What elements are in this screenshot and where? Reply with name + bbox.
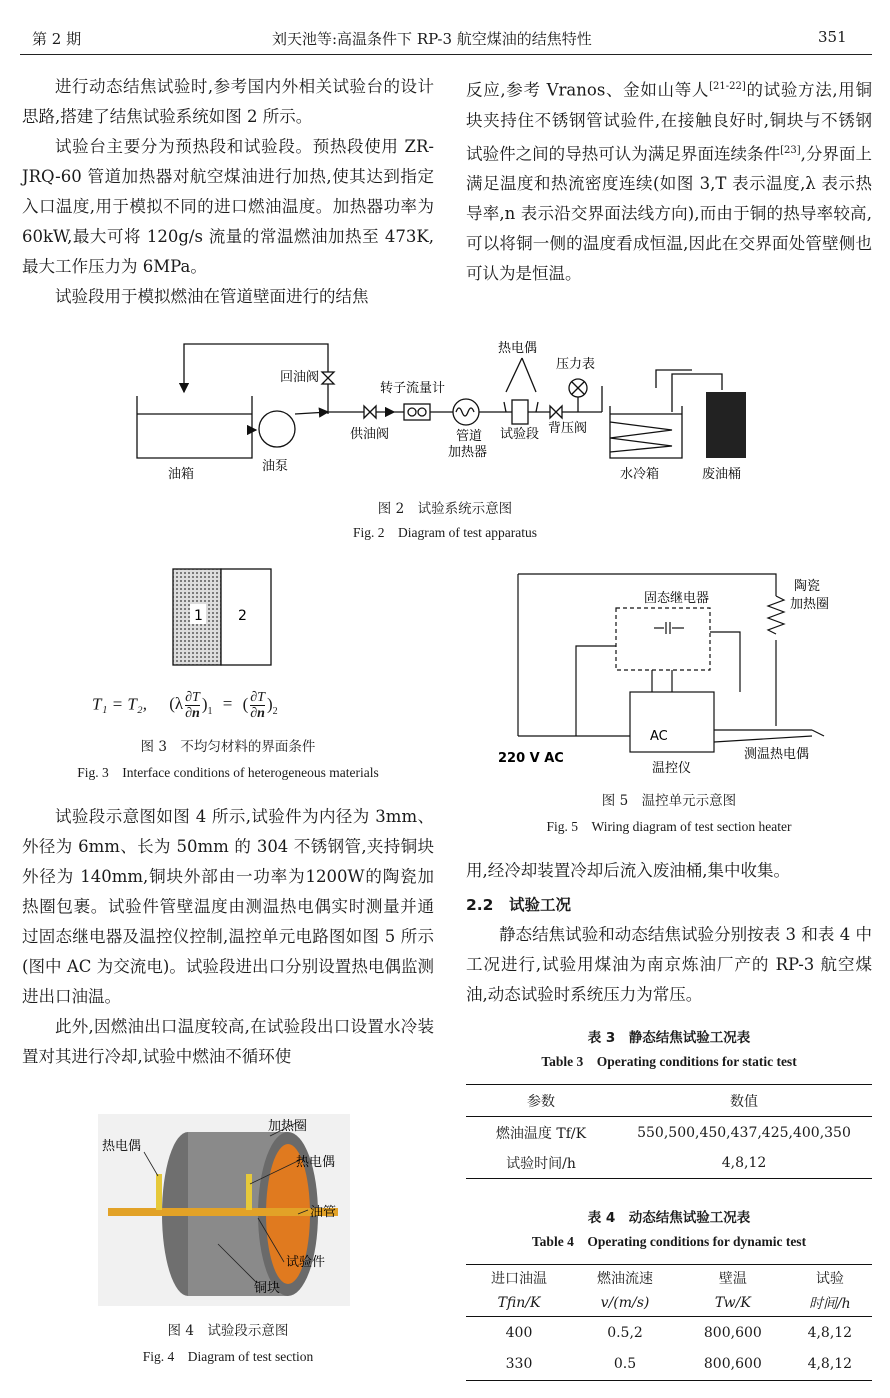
table4-cell: 400 [505, 1324, 533, 1341]
header-rule [20, 54, 872, 55]
fig5-controller-label: 温控仪 [652, 761, 692, 776]
issue-number: 第 2 期 [32, 30, 82, 48]
fig3-interface-diagram [172, 568, 272, 666]
fig5-probe-label: 测温热电偶 [744, 747, 810, 762]
table3-cell: 4,8,12 [721, 1155, 767, 1172]
fig2-caption-en: Fig. 2 Diagram of test apparatus [352, 525, 538, 540]
table3-cell: 燃油温度 Tf/K [495, 1125, 587, 1142]
label-pump: 油泵 [262, 459, 289, 474]
label-thermocouple: 热电偶 [498, 341, 538, 356]
paragraph: 此外,因燃油出口温度较高,在试验段出口设置水冷装置对其进行冷却,试验中燃油不循环使 [22, 1017, 434, 1066]
running-title: 刘天池等:高温条件下 RP-3 航空煤油的结焦特性 [272, 30, 592, 48]
fig5-ceramic-label-1: 陶瓷 [794, 579, 821, 594]
fig2-caption-cn: 图 2 试验系统示意图 [377, 501, 513, 517]
table4-header: v/(m/s) [600, 1295, 650, 1312]
fig2-apparatus-diagram [132, 334, 762, 486]
table3-header: 数值 [730, 1093, 758, 1110]
table4-title-en: Table 4 Operating conditions for dynamic test [531, 1234, 807, 1249]
label-pipe-heater: 管道 [456, 429, 483, 444]
fig5-wiring-diagram [494, 566, 850, 780]
table4-header: 试验 [815, 1270, 844, 1287]
label-test-section: 试验段 [500, 427, 540, 442]
citation[interactable]: [23] [780, 144, 801, 156]
fig4-label-oil-pipe: 油管 [310, 1205, 337, 1220]
paragraph: 试验台主要分为预热段和试验段。预热段使用 ZR-JRQ-60 管道加热器对航空煤油进行加热,使其达到指定入口温度,用于模拟不同的进口燃油温度。加热器功率为 60kW,最大可将 120g/s 流量的常温燃油加热至 473K,最大工作压力为 6MPa。 [22, 137, 434, 276]
label-pressure-gauge: 压力表 [556, 357, 596, 372]
right-column-top [466, 72, 872, 289]
fig3-equation: T₁ = T₂, (λ $\frac{\partial T}{\partial n}$ )$_1$ = ( $\frac{\partial T}{\partial n}$ )$_2$ [92, 690, 278, 721]
left-column-bottom [22, 802, 434, 1072]
fig4-label-copper-block: 铜块 [254, 1281, 281, 1296]
label-pipe-heater-2: 加热器 [448, 445, 488, 460]
table4-cell: 330 [505, 1356, 533, 1373]
label-back-pressure-valve: 背压阀 [548, 421, 588, 436]
citation[interactable]: [21-22] [709, 81, 746, 92]
fig5-caption-en: Fig. 5 Wiring diagram of test section heater [546, 819, 792, 834]
page-number: 351 [818, 28, 847, 46]
fig4-label-thermocouple-right: 热电偶 [296, 1155, 336, 1170]
label-return-valve: 回油阀 [280, 370, 320, 385]
label-oil-tank: 油箱 [168, 467, 195, 482]
label-flowmeter: 转子流量计 [380, 381, 446, 396]
section-heading: 2.2 试验工况 [466, 896, 571, 914]
paragraph: 反应,参考 Vranos、金如山等人[21-22]的试验方法,用铜块夹持住不锈钢管试验件,在接触良好时,铜块与不锈钢试验件之间的导热可认为满足界面连续条件[23],分界面上满足温度和热流密度连续(如图 3,T 表示温度,λ 表示热导率,n 表示沿交界面法线方向),而由于铜的热导率较高,可以将铜一侧的温度看成恒温,因此在交界面处管壁侧也可认为是恒温。 [466, 80, 872, 283]
paragraph: 静态结焦试验和动态结焦试验分别按表 3 和表 4 中工况进行,试验用煤油为南京炼油厂产的 RP-3 航空煤油,动态试验时系统压力为常压。 [466, 925, 872, 1004]
fig5-ac-label: AC [650, 729, 668, 744]
table3-title-cn: 表 3 静态结焦试验工况表 [587, 1030, 751, 1046]
paragraph: 进行动态结焦试验时,参考国内外相关试验台的设计思路,搭建了结焦试验系统如图 2 所示。 [22, 77, 434, 126]
fig5-relay-label: 固态继电器 [644, 591, 710, 606]
fig3-caption-cn: 图 3 不均匀材料的界面条件 [140, 739, 316, 755]
table4-cell: 4,8,12 [807, 1324, 853, 1341]
region-1-label: 1 [194, 608, 203, 624]
fig4-caption-cn: 图 4 试验段示意图 [167, 1323, 289, 1339]
paragraph: 试验段用于模拟燃油在管道壁面进行的结焦 [55, 287, 369, 306]
table4-cell: 800,600 [703, 1356, 762, 1373]
table4-header: Tfin/K [497, 1295, 541, 1312]
fig4-label-test-piece: 试验件 [286, 1255, 326, 1270]
table3-cell: 试验时间/h [506, 1156, 576, 1173]
fig5-caption-cn: 图 5 温控单元示意图 [601, 793, 737, 809]
right-column-bottom [466, 856, 872, 1010]
fig3-caption-en: Fig. 3 Interface conditions of heterogeneous materials [77, 765, 379, 780]
fig4-label-heater-ring: 加热圈 [268, 1119, 308, 1134]
left-column-top [22, 72, 434, 312]
table4-header: 进口油温 [491, 1270, 547, 1287]
table4-cell: 4,8,12 [807, 1356, 853, 1373]
table4-cell: 0.5 [613, 1356, 637, 1373]
table4-cell: 0.5,2 [607, 1324, 643, 1341]
fig4-caption-en: Fig. 4 Diagram of test section [142, 1349, 314, 1364]
paragraph: 试验段示意图如图 4 所示,试验件为内径为 3mm、外径为 6mm、长为 50mm 的 304 不锈钢管,夹持铜块外径为 140mm,铜块外部由一功率为1200W的陶瓷加热圈包裹。试验件管壁温度由测温热电偶实时测量并通过固态继电器及温控仪控制,温控单元电路图如图 5 所示(图中 AC 为交流电)。试验段进出口分别设置热电偶监测进出口油温。 [22, 807, 434, 1006]
table4-title-cn: 表 4 动态结焦试验工况表 [587, 1210, 751, 1226]
table4-cell: 800,600 [703, 1324, 762, 1341]
fig4-test-section-diagram [98, 1114, 350, 1306]
table4-header: 燃油流速 [597, 1270, 654, 1287]
region-2-label: 2 [238, 608, 247, 624]
table3-cell: 550,500,450,437,425,400,350 [637, 1124, 851, 1141]
fig5-ceramic-label-2: 加热圈 [790, 597, 830, 612]
fig5-supply-label: 220 V AC [498, 751, 564, 766]
table4-header: Tw/K [714, 1295, 751, 1312]
table3-title-en: Table 3 Operating conditions for static test [541, 1054, 797, 1069]
label-waste-bucket: 废油桶 [702, 467, 742, 482]
label-water-tank: 水冷箱 [620, 467, 660, 482]
paragraph: 用,经冷却装置冷却后流入废油桶,集中收集。 [466, 861, 790, 880]
table4 [466, 1264, 872, 1381]
label-supply-valve: 供油阀 [350, 427, 390, 442]
table4-header: 时间/h [808, 1296, 851, 1313]
table3 [466, 1084, 872, 1179]
table4-header: 壁温 [718, 1270, 747, 1287]
fig4-label-thermocouple-left: 热电偶 [102, 1139, 142, 1154]
table3-header: 参数 [527, 1093, 555, 1110]
